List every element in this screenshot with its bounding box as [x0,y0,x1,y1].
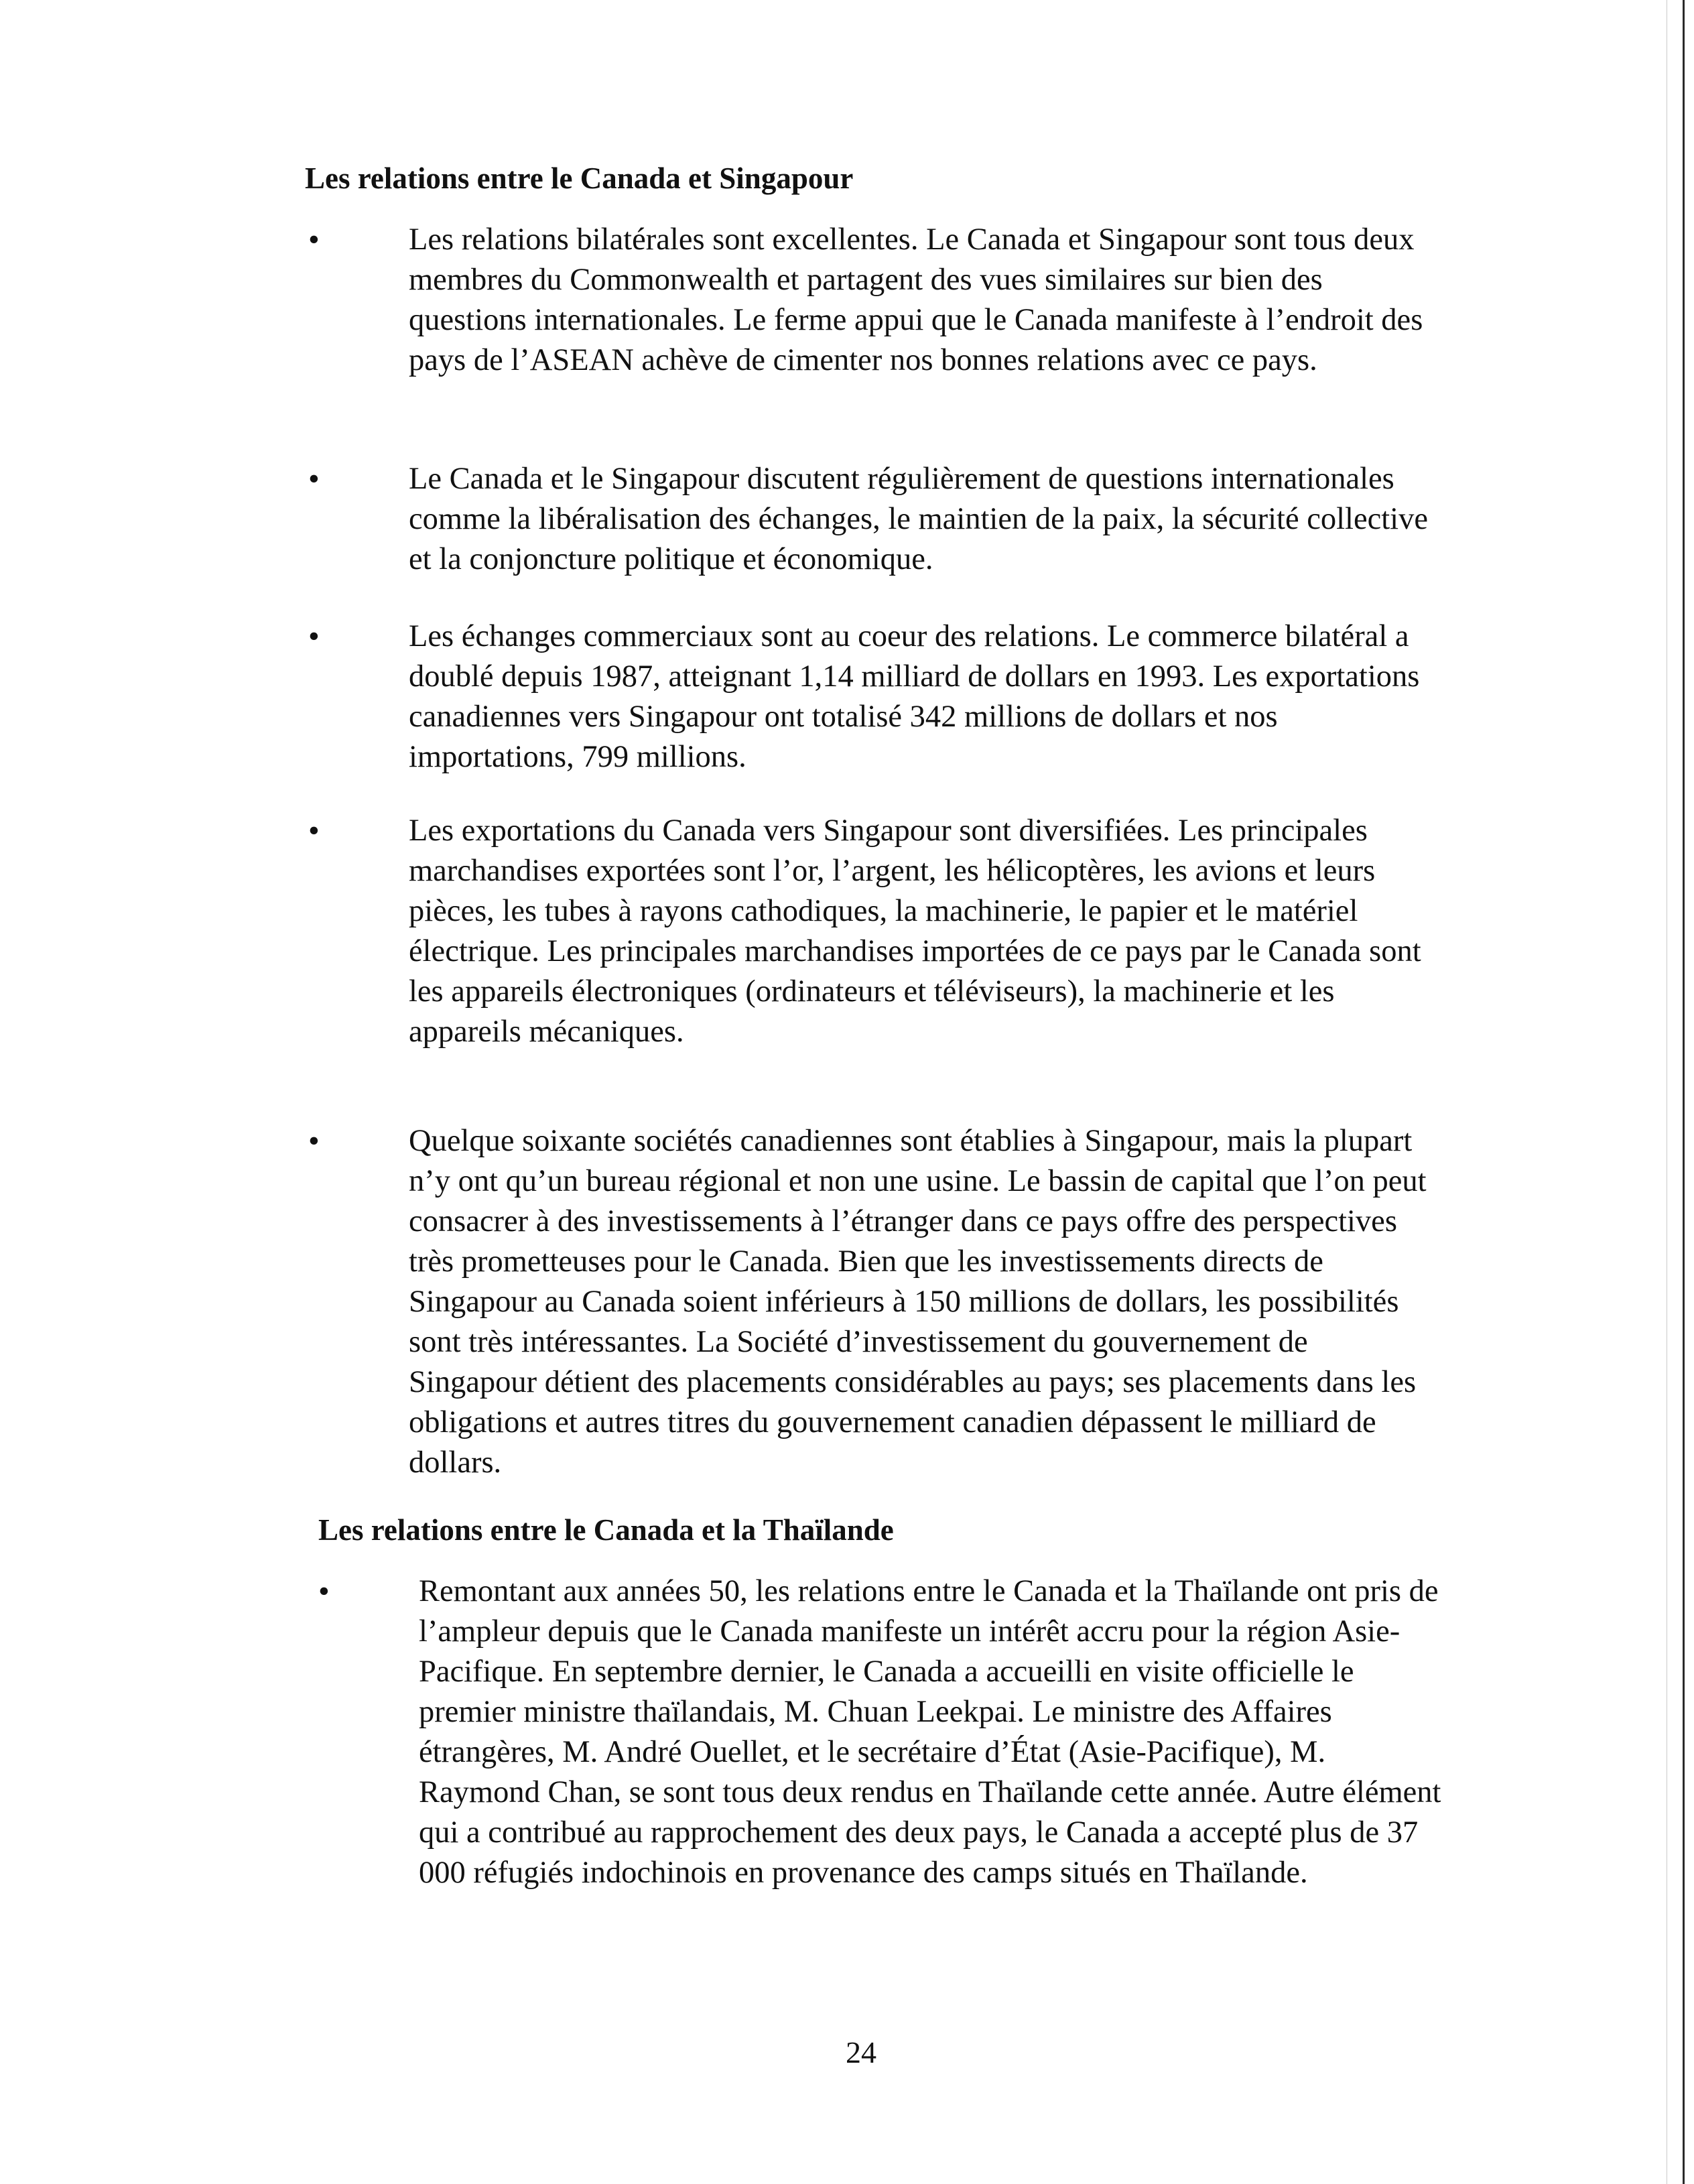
section-heading-thailand: Les relations entre le Canada et la Thaïlande [318,1513,894,1547]
paragraph-text: Les échanges commerciaux sont au coeur des relations. Le commerce bilatéral a doublé depuis 1987, atteignant 1,14 milliard de dollars en 1993. Les exportations canadiennes vers Singapour ont totalisé 342 millions de dollars et nos importations, 799 millions. [409,619,1420,774]
paragraph-text: Remontant aux années 50, les relations entre le Canada et la Thaïlande ont pris de l’ampleur depuis que le Canada manifeste un intérêt accru pour la région Asie-Pacifique. En septembre dernier, le Canada a accueilli en visite officielle le premier ministre thaïlandais, M. Chuan Leekpai. Le ministre des Affaires étrangères, M. André Ouellet, et le secrétaire d’État (Asie-Pacifique), M. Raymond Chan, se sont tous deux rendus en Thaïlande cette année. Autre élément qui a contribué au rapprochement des deux pays, le Canada a accepté plus de 37 000 réfugiés indochinois en provenance des camps situés en Thaïlande. [419,1574,1441,1890]
paragraph-text: Les relations bilatérales sont excellentes. Le Canada et Singapour sont tous deux membres du Commonwealth et partagent des vues similaires sur bien des questions internationales. Le ferme appui que le Canada manifeste à l’endroit des pays de l’ASEAN achève de cimenter nos bonnes relations avec ce pays. [409,222,1423,377]
section-heading-singapore: Les relations entre le Canada et Singapour [305,162,854,195]
paragraph-text: Le Canada et le Singapour discutent régulièrement de questions internationales comme la libéralisation des échanges, le maintien de la paix, la sécurité collective et la conjoncture politique et économique. [409,462,1428,576]
bullet-icon: • [308,222,320,257]
bullet-icon: • [318,1573,330,1609]
paragraph-text: Les exportations du Canada vers Singapour sont diversifiées. Les principales marchandises exportées sont l’or, l’argent, les hélicoptères, les avions et leurs pièces, les tubes à rayons cathodiques, la machinerie, le papier et le matériel électrique. Les principales marchandises importées de ce pays par le Canada sont les appareils électroniques (ordinateurs et téléviseurs), la machinerie et les appareils mécaniques. [409,814,1421,1049]
bullet-icon: • [308,1123,320,1159]
page-edge-line [1683,0,1685,2184]
paragraph-text: Quelque soixante sociétés canadiennes sont établies à Singapour, mais la plupart n’y ont qu’un bureau régional et non une usine. Le bassin de capital que l’on peut consacrer à des investissements à l’étranger dans ce pays offre des perspectives très prometteuses pour le Canada. Bien que les investissements directs de Singapour au Canada soient inférieurs à 150 millions de dollars, les possibilités sont très intéressantes. La Société d’investissement du gouvernement de Singapour détient des placements considérables au pays; ses placements dans les obligations et autres titres du gouvernement canadien dépassent le milliard de dollars. [409,1124,1427,1480]
bullet-icon: • [308,619,320,654]
bullet-icon: • [308,813,320,848]
bullet-icon: • [308,461,320,497]
page-number: 24 [846,2035,876,2069]
